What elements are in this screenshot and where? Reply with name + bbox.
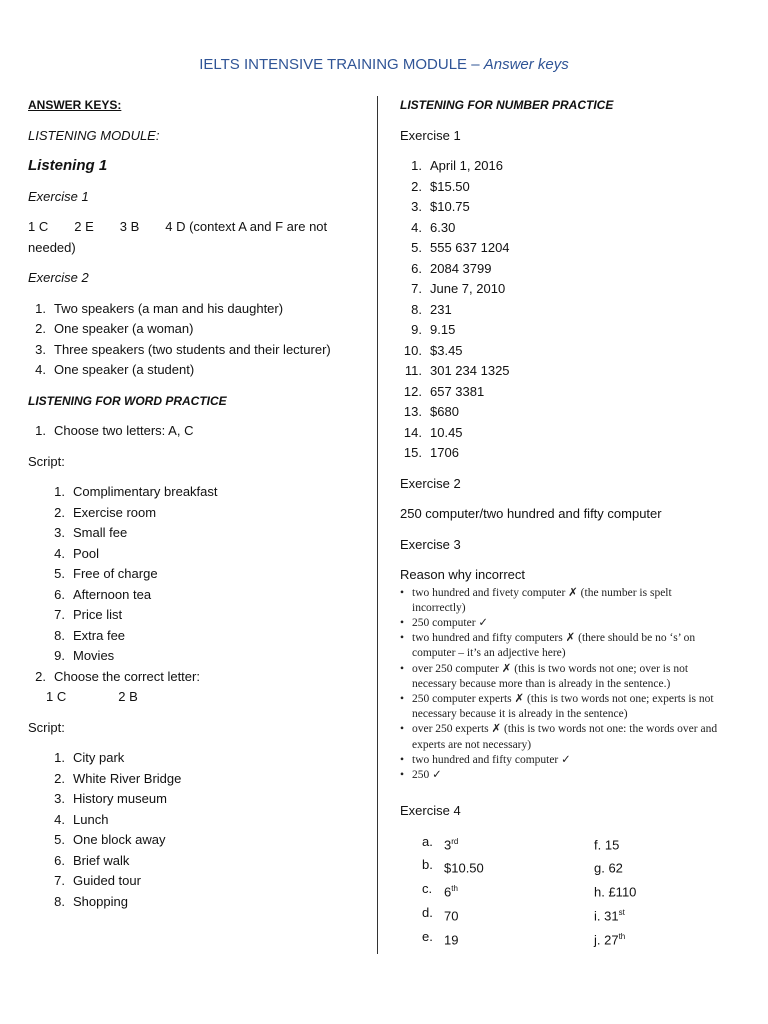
exercise-2-heading: Exercise 2 bbox=[28, 270, 89, 285]
item-text: $10.75 bbox=[430, 199, 470, 214]
item-number: 6. bbox=[54, 586, 65, 602]
item-text: 2084 3799 bbox=[430, 260, 492, 276]
ex4-letter-text: d. bbox=[422, 905, 433, 921]
list-item bbox=[28, 605, 368, 626]
ex4-spacer bbox=[534, 855, 594, 879]
list-item bbox=[28, 667, 368, 688]
reason-text: two hundred and fivety computer ✗ (the number is spelt incorrectly) bbox=[412, 586, 672, 614]
number-practice-heading: LISTENING FOR NUMBER PRACTICE bbox=[400, 98, 614, 112]
list-item bbox=[28, 564, 368, 585]
item-text: Guided tour bbox=[73, 873, 141, 888]
item-number: 2. bbox=[411, 178, 422, 194]
item-number: 7. bbox=[54, 607, 65, 622]
exercise-2-list bbox=[28, 299, 368, 381]
ex4-value bbox=[444, 927, 534, 951]
item-number: 13. bbox=[403, 404, 422, 419]
item-text: Shopping bbox=[73, 893, 128, 909]
list-item bbox=[400, 177, 750, 198]
list-item bbox=[28, 789, 368, 810]
list-item bbox=[400, 382, 750, 403]
list-item bbox=[28, 360, 368, 381]
item-text: $3.45 bbox=[430, 342, 463, 358]
ex4-letter bbox=[422, 879, 444, 903]
bullet-icon: • bbox=[400, 753, 405, 766]
reason-item bbox=[400, 753, 720, 768]
ex4-value bbox=[444, 855, 534, 879]
item-number: 14. bbox=[403, 424, 422, 440]
ex4-right-answer-text: j. 27 bbox=[594, 932, 619, 948]
reason-text: over 250 computer ✗ (this is two words not one; over is not necessary because more than is already in the sentence.) bbox=[412, 662, 689, 690]
item-number: 1. bbox=[54, 484, 65, 499]
ex4-value bbox=[444, 879, 534, 903]
item-number: 10. bbox=[403, 342, 422, 358]
item-text: Three speakers (two students and their lecturer) bbox=[54, 341, 331, 357]
ordinal-suffix: rd bbox=[451, 836, 459, 846]
item-text: Pool bbox=[73, 545, 100, 561]
ex4-right-answer bbox=[594, 879, 674, 903]
item-text: Choose the correct letter: bbox=[54, 668, 200, 684]
list-item bbox=[28, 830, 368, 851]
reason-item bbox=[400, 631, 720, 661]
item-number: 2. bbox=[54, 504, 65, 520]
item-text: 301 234 1325 bbox=[430, 363, 510, 378]
list-item bbox=[28, 421, 368, 442]
question-2 bbox=[28, 667, 368, 688]
ex4-letter bbox=[422, 832, 444, 856]
list-item bbox=[400, 218, 750, 239]
ex4-letter bbox=[422, 903, 444, 927]
bullet-icon: • bbox=[400, 586, 405, 599]
bullet-icon: • bbox=[400, 632, 405, 645]
reason-text: two hundred and fifty computers ✗ (there should be no ‘s’ on computer – it’s an adjective here) bbox=[412, 632, 696, 660]
item-text: June 7, 2010 bbox=[430, 281, 506, 296]
reason-item bbox=[400, 722, 720, 752]
list-item bbox=[400, 156, 750, 177]
ex4-spacer bbox=[534, 927, 594, 951]
ex4-right-answer-text: h. £110 bbox=[594, 884, 637, 900]
item-number: 2. bbox=[54, 770, 65, 786]
item-number: 11. bbox=[404, 363, 422, 378]
ex4-right-answer bbox=[594, 832, 674, 856]
item-number: 4. bbox=[35, 362, 46, 377]
reason-text: over 250 experts ✗ (this is two words not one: the words over and experts are not necessary) bbox=[412, 723, 718, 751]
list-item bbox=[28, 299, 368, 320]
ex4-spacer bbox=[534, 903, 594, 927]
ex4-right-answer bbox=[594, 903, 674, 927]
list-item bbox=[28, 871, 368, 892]
list-item bbox=[400, 300, 750, 321]
ex4-value-text: 19 bbox=[444, 932, 459, 948]
item-text: History museum bbox=[73, 791, 167, 806]
reason-item bbox=[400, 586, 720, 616]
item-number: 7. bbox=[411, 281, 422, 296]
item-text: 231 bbox=[430, 301, 452, 317]
item-number: 5. bbox=[54, 832, 65, 847]
reason-item bbox=[400, 768, 720, 783]
ex4-spacer bbox=[534, 832, 594, 856]
item-text: Movies bbox=[73, 648, 115, 663]
item-text: City park bbox=[73, 750, 125, 765]
exercise-1-heading: Exercise 1 bbox=[28, 188, 89, 204]
item-number: 8. bbox=[54, 893, 65, 909]
title-main: IELTS INTENSIVE TRAINING MODULE – bbox=[199, 56, 480, 73]
left-column bbox=[28, 95, 368, 912]
answer-item: 1 C bbox=[46, 689, 67, 704]
list-item bbox=[28, 503, 368, 524]
exercise-3-heading: Exercise 3 bbox=[400, 536, 461, 552]
reason-text: two hundred and fifty computer ✓ bbox=[412, 753, 571, 766]
reason-item bbox=[400, 692, 720, 722]
item-number: 8. bbox=[411, 301, 422, 317]
list-item bbox=[400, 197, 750, 218]
item-text: April 1, 2016 bbox=[430, 158, 503, 173]
list-item bbox=[28, 523, 368, 544]
item-number: 1. bbox=[411, 158, 422, 173]
bullet-icon: • bbox=[400, 723, 405, 736]
ex4-value bbox=[444, 903, 534, 927]
item-text: Small fee bbox=[73, 525, 128, 540]
list-item bbox=[400, 259, 750, 280]
item-number: 12. bbox=[403, 383, 422, 399]
item-text: $15.50 bbox=[430, 178, 470, 194]
item-number: 1. bbox=[54, 750, 65, 765]
number-exercise-1-list bbox=[400, 156, 750, 464]
answer-item: 4 D (context A and F are not needed) bbox=[28, 219, 328, 255]
ex4-letter bbox=[422, 855, 444, 879]
list-item bbox=[400, 443, 750, 464]
item-text: Exercise room bbox=[73, 504, 157, 520]
item-text: 1706 bbox=[430, 445, 459, 460]
title-subtitle: Answer keys bbox=[483, 56, 569, 73]
reason-text: 250 ✓ bbox=[412, 768, 442, 781]
list-item bbox=[400, 238, 750, 259]
ex4-value-text: 3 bbox=[444, 836, 452, 852]
question-2-answers bbox=[28, 687, 368, 708]
item-text: 9.15 bbox=[430, 322, 456, 337]
list-item bbox=[400, 320, 750, 341]
reason-list bbox=[400, 586, 720, 784]
item-text: One block away bbox=[73, 832, 166, 847]
exercise-1-heading: Exercise 1 bbox=[400, 127, 461, 143]
ex4-spacer bbox=[534, 879, 594, 903]
list-item bbox=[28, 544, 368, 565]
item-text: Brief walk bbox=[73, 852, 130, 868]
list-item bbox=[400, 423, 750, 444]
list-item bbox=[400, 402, 750, 423]
ex4-value bbox=[444, 832, 534, 856]
item-text: $680 bbox=[430, 404, 459, 419]
list-item bbox=[400, 279, 750, 300]
exercise-2-answer: 250 computer/two hundred and fifty computer bbox=[400, 506, 662, 521]
item-number: 3. bbox=[411, 199, 422, 214]
answer-keys-heading: ANSWER KEYS: bbox=[28, 98, 122, 112]
item-number: 1. bbox=[35, 300, 46, 316]
list-item bbox=[28, 748, 368, 769]
listening-1-heading: Listening 1 bbox=[28, 157, 108, 174]
bullet-icon: • bbox=[400, 768, 405, 781]
ordinal-suffix: st bbox=[618, 908, 625, 918]
item-text: White River Bridge bbox=[73, 770, 182, 786]
ex4-letter-text: b. bbox=[422, 857, 433, 873]
item-text: Extra fee bbox=[73, 627, 126, 643]
word-practice-heading: LISTENING FOR WORD PRACTICE bbox=[28, 393, 227, 408]
item-number: 7. bbox=[54, 873, 65, 888]
reason-text: 250 computer experts ✗ (this is two words not one; experts is not necessary because it is already in the sentence) bbox=[412, 692, 714, 721]
reason-label: Reason why incorrect bbox=[400, 567, 525, 582]
item-text: 6.30 bbox=[430, 219, 456, 235]
item-text: Free of charge bbox=[73, 566, 158, 581]
ordinal-suffix: th bbox=[618, 931, 626, 941]
reason-item bbox=[400, 662, 720, 692]
ex4-right-answer bbox=[594, 855, 674, 879]
bullet-icon: • bbox=[400, 616, 405, 629]
item-number: 2. bbox=[35, 668, 46, 684]
ex4-right-answer-text: f. 15 bbox=[594, 836, 620, 852]
list-item bbox=[400, 361, 750, 382]
item-text: Complimentary breakfast bbox=[73, 484, 218, 499]
list-item bbox=[28, 340, 368, 361]
list-item bbox=[28, 319, 368, 340]
list-item bbox=[400, 341, 750, 362]
item-number: 6. bbox=[411, 260, 422, 276]
ex4-value-text: 6 bbox=[444, 884, 452, 900]
page-title bbox=[0, 56, 768, 73]
ex4-right-answer-text: i. 31 bbox=[594, 908, 619, 924]
ex4-value-text: 70 bbox=[444, 908, 459, 924]
item-text: 657 3381 bbox=[430, 383, 485, 399]
ex4-letter-text: e. bbox=[422, 928, 433, 944]
ex4-letter bbox=[422, 927, 444, 951]
ex4-letter-text: a. bbox=[422, 833, 433, 849]
answer-item: 2 B bbox=[118, 689, 138, 704]
item-number: 15. bbox=[403, 445, 422, 460]
item-text: One speaker (a woman) bbox=[54, 321, 194, 336]
script-1-label: Script: bbox=[28, 453, 65, 469]
item-text: Two speakers (a man and his daughter) bbox=[54, 300, 284, 316]
item-number: 3. bbox=[54, 791, 65, 806]
answer-item: 2 E bbox=[74, 219, 94, 234]
item-text: Price list bbox=[73, 607, 123, 622]
item-number: 1. bbox=[35, 423, 46, 438]
column-divider bbox=[377, 96, 378, 954]
item-number: 6. bbox=[54, 852, 65, 868]
item-number: 8. bbox=[54, 627, 65, 643]
item-number: 3. bbox=[35, 341, 46, 357]
ordinal-suffix: th bbox=[451, 884, 458, 894]
item-text: One speaker (a student) bbox=[54, 362, 195, 377]
reason-text: 250 computer ✓ bbox=[412, 616, 489, 629]
item-number: 9. bbox=[411, 322, 422, 337]
exercise-4-heading: Exercise 4 bbox=[400, 803, 461, 819]
bullet-icon: • bbox=[400, 692, 405, 705]
reason-item bbox=[400, 616, 720, 631]
listening-module-heading: LISTENING MODULE: bbox=[28, 127, 160, 143]
right-column bbox=[400, 95, 750, 951]
item-number: 9. bbox=[54, 648, 65, 663]
item-text: 10.45 bbox=[430, 424, 463, 440]
item-text: Afternoon tea bbox=[73, 586, 152, 602]
list-item bbox=[28, 851, 368, 872]
list-item bbox=[28, 482, 368, 503]
list-item bbox=[28, 585, 368, 606]
answer-item: 3 B bbox=[119, 219, 140, 234]
item-number: 5. bbox=[54, 566, 65, 581]
list-item bbox=[28, 769, 368, 790]
script-2-label: Script: bbox=[28, 719, 65, 735]
question-1 bbox=[28, 421, 368, 442]
list-item bbox=[28, 646, 368, 667]
item-text: 555 637 1204 bbox=[430, 240, 510, 255]
item-number: 2. bbox=[35, 321, 46, 336]
bullet-icon: • bbox=[400, 662, 405, 675]
ex4-value-text: $10.50 bbox=[444, 860, 484, 876]
item-number: 4. bbox=[54, 811, 65, 827]
item-number: 3. bbox=[54, 525, 65, 540]
ex4-right-answer-text: g. 62 bbox=[594, 860, 623, 876]
script-2-list bbox=[28, 748, 368, 912]
ex4-right-answer bbox=[594, 927, 674, 951]
exercise-4-grid bbox=[400, 832, 750, 951]
item-number: 4. bbox=[54, 545, 65, 561]
item-number: 5. bbox=[411, 240, 422, 255]
script-1-list bbox=[28, 482, 368, 667]
exercise-2-heading: Exercise 2 bbox=[400, 475, 461, 491]
item-number: 4. bbox=[411, 219, 422, 235]
ex4-letter-text: c. bbox=[422, 881, 433, 897]
exercise-1-answers bbox=[28, 217, 368, 258]
list-item bbox=[28, 892, 368, 913]
item-text: Choose two letters: A, C bbox=[54, 423, 194, 438]
item-text: Lunch bbox=[73, 811, 109, 827]
answer-item: 1 C bbox=[28, 219, 49, 234]
list-item bbox=[28, 810, 368, 831]
list-item bbox=[28, 626, 368, 647]
